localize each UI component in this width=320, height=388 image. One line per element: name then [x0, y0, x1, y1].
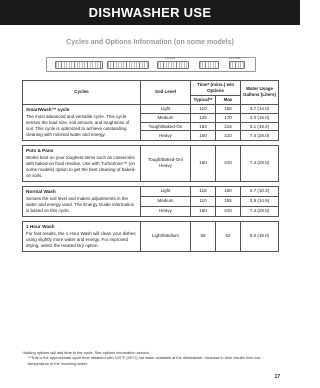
cycle-description: Senses the soil level and makes adjustments in the water and energy used. The Energy Guide information is based on this cycle. [26, 196, 135, 213]
footnotes [22, 350, 278, 366]
time-typical: 115 [191, 186, 216, 196]
table-row [23, 145, 279, 181]
time-max: 155 [216, 104, 241, 113]
cycle-cell [23, 186, 141, 216]
cycle-cell [23, 145, 141, 181]
cycle-name: Pots & Pans [26, 147, 54, 153]
header-cycles: Cycles [23, 81, 141, 105]
water-usage: 7.4 (28.0) [241, 145, 279, 181]
page-title: DISHWASHER USE [88, 5, 212, 20]
water-usage: 7.4 (28.0) [241, 131, 279, 140]
time-typical: 160 [191, 206, 216, 216]
header-water-usage: Water Usage Gallons (Liters) [241, 81, 279, 105]
time-max: 210 [216, 145, 241, 181]
time-max: 160 [216, 186, 241, 196]
cycle-name: 1 Hour Wash [26, 223, 55, 229]
cycle-name: Normal Wash [26, 188, 56, 194]
time-typical: 160 [191, 145, 216, 181]
page-number: 17 [274, 374, 280, 380]
time-max: 155 [216, 196, 241, 206]
water-usage: 2.7 (10.3) [241, 186, 279, 196]
panel-segment [55, 61, 103, 69]
water-usage: 5.1 (19.4) [241, 122, 279, 131]
header-max: Max [216, 95, 241, 104]
table-row [23, 104, 279, 113]
panel-segment [199, 61, 219, 69]
time-typical: 160 [191, 131, 216, 140]
cycle-description: Works best on your toughest items such as casseroles with baked-on food residue. Use with TurboZone™ (on some models) option to get the best cleaning of baked-on soils. [26, 155, 136, 178]
water-usage: 4.0 (15.0) [241, 113, 279, 122]
panel-segment [229, 61, 245, 69]
panel-label-cycles: CYCLES [165, 57, 176, 60]
page-subtitle: Cycles and Options Information (on some models) [66, 39, 234, 46]
control-panel-illustration [46, 57, 256, 72]
cycles-table [22, 80, 279, 252]
footnote-options: *Adding options will add time to the cycle. See options information section. [22, 350, 151, 355]
header-typical: Typical** [191, 95, 216, 104]
soil-level: Heavy [141, 206, 191, 216]
soil-level: Light/Medium [141, 221, 191, 251]
panel-segment [107, 61, 149, 69]
panel-segment [157, 61, 189, 69]
water-usage: 5.0 (19.0) [241, 221, 279, 251]
water-usage: 3.7 (14.0) [241, 104, 279, 113]
cycle-cell [23, 221, 141, 251]
panel-label-options: OPTIONS [229, 57, 241, 60]
table-row [23, 221, 279, 251]
time-typical: 110 [191, 196, 216, 206]
soil-level: Tough/Baked-On/ Heavy [141, 145, 191, 181]
time-max: 62 [216, 221, 241, 251]
time-typical: 58 [191, 221, 216, 251]
soil-level: Light [141, 186, 191, 196]
soil-level: Medium [141, 196, 191, 206]
soil-level: Heavy [141, 131, 191, 140]
cycle-name: SmartWash™ cycle [26, 106, 70, 112]
page-title-bar [0, 0, 300, 25]
header-soil-level: Soil Level [141, 81, 191, 105]
time-max: 215 [216, 122, 241, 131]
time-typical: 163 [191, 122, 216, 131]
soil-level: Medium [141, 113, 191, 122]
soil-level: Light [141, 104, 191, 113]
time-max: 210 [216, 206, 241, 216]
cycle-description: The most advanced and versatile cycle. This cycle senses the load size, soil amount, and toughness of soil. This cycle is optimized to achieve outstanding cleaning with minimal water and energy. [26, 114, 130, 137]
water-usage: 7.4 (28.0) [241, 206, 279, 216]
time-max: 170 [216, 113, 241, 122]
cycle-description: For fast results, the 1 Hour Wash will clean your dishes using slightly more water and energy. For improved drying, select the Heated Dry option. [26, 231, 136, 248]
time-typical: 110 [191, 104, 216, 113]
header-time: Time* (mins.) w/o Options [191, 81, 241, 96]
soil-level: Tough/Baked-On [141, 122, 191, 131]
time-max: 210 [216, 131, 241, 140]
time-typical: 125 [191, 113, 216, 122]
cycle-cell [23, 104, 141, 140]
footnote-cycle-time: **This is the approximate cycle time obtained with 120°F (49°C) hot water available at the dishwasher. Increase in time results from low temperature of the incoming water. [28, 355, 261, 366]
water-usage: 3.9 (14.9) [241, 196, 279, 206]
table-header-row [23, 81, 279, 96]
table-row [23, 186, 279, 196]
